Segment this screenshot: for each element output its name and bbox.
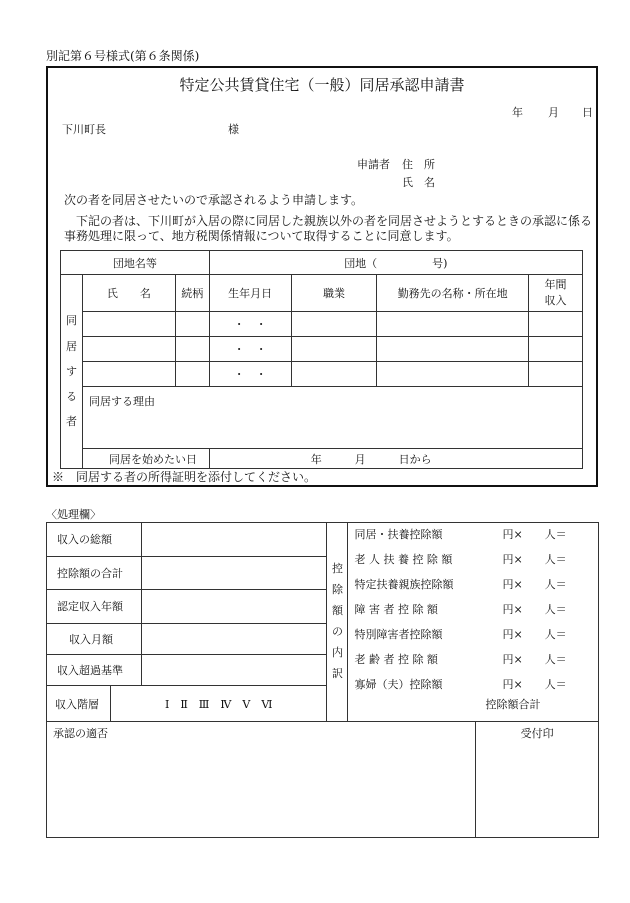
- deduction-formula[interactable]: 円× 人＝: [502, 578, 567, 591]
- income-rank-values[interactable]: Ⅰ Ⅱ Ⅲ Ⅳ Ⅴ Ⅵ: [110, 686, 327, 722]
- deduction-list: [348, 523, 599, 722]
- addressee-honorific: 様: [228, 123, 239, 136]
- consent-statement: 下記の者は、下川町が入居の際に同居した親族以外の者を同居させようとするときの承認に係る事務処理に限って、地方税関係情報について取得することに同意します。: [64, 214, 593, 243]
- deduction-total-label: 控除額合計: [485, 698, 541, 711]
- processing-section-label: 〈処理欄〉: [46, 508, 101, 521]
- table-row: [61, 362, 583, 387]
- income-cell[interactable]: [529, 312, 583, 337]
- name-label: 氏 名: [402, 176, 435, 189]
- deduction-formula[interactable]: 円× 人＝: [502, 603, 567, 616]
- processing-label-4: 収入超過基準: [47, 654, 142, 685]
- processing-label-1: 控除額の合計: [47, 556, 142, 590]
- processing-value-3[interactable]: [141, 623, 327, 654]
- processing-label-0: 収入の総額: [47, 523, 142, 557]
- table-row: [61, 312, 583, 337]
- income-certificate-note: ※ 同居する者の所得証明を添付してください。: [52, 470, 317, 484]
- request-statement: 次の者を同居させたいので承認されるよう申請します。: [64, 193, 364, 207]
- addressee: 下川町長: [62, 123, 106, 136]
- occupation-cell[interactable]: [291, 337, 377, 362]
- processing-value-4[interactable]: [141, 654, 327, 685]
- applicant-label: 申請者: [357, 158, 390, 171]
- name-cell[interactable]: [82, 337, 175, 362]
- approval-decision[interactable]: 承認の適否: [47, 722, 476, 838]
- deduction-breakdown-label: 控 除 額 の 内 訳: [327, 523, 348, 722]
- col-workplace-header: 勤務先の名称・所在地: [377, 275, 529, 312]
- form-number: 別記第６号様式(第６条関係): [46, 49, 200, 63]
- col-occupation-header: 職業: [291, 275, 377, 312]
- occupant-table: [60, 250, 583, 469]
- deduction-formula[interactable]: 円× 人＝: [502, 628, 567, 641]
- start-date-label: 同居を始めたい日: [82, 449, 209, 469]
- col-income-header: 年間収入: [529, 275, 583, 312]
- processing-label-2: 認定収入年額: [47, 590, 142, 624]
- date-day: 日: [582, 106, 593, 119]
- deduction-label: 特別障害者控除額: [354, 628, 443, 641]
- processing-value-0[interactable]: [141, 523, 327, 557]
- workplace-cell[interactable]: [377, 337, 529, 362]
- col-name-header: 氏 名: [82, 275, 175, 312]
- relation-cell[interactable]: [175, 362, 209, 387]
- address-label: 住 所: [402, 158, 435, 171]
- income-cell[interactable]: [529, 337, 583, 362]
- date-month: 月: [548, 106, 559, 119]
- deduction-label: 寡婦（夫）控除額: [354, 678, 443, 691]
- col-relation-header: 続柄: [175, 275, 209, 312]
- complex-name-label: 団地名等: [61, 251, 210, 275]
- workplace-cell[interactable]: [377, 312, 529, 337]
- workplace-cell[interactable]: [377, 362, 529, 387]
- complex-name-value: 団地（ 号): [209, 251, 582, 275]
- occupant-vertical-label: 同 居 す る 者: [61, 275, 83, 469]
- deduction-formula[interactable]: 円× 人＝: [502, 678, 567, 691]
- relation-cell[interactable]: [175, 337, 209, 362]
- table-row: [61, 337, 583, 362]
- page-title: 特定公共賃貸住宅（一般）同居承認申請書: [179, 76, 465, 94]
- processing-value-2[interactable]: [141, 590, 327, 624]
- deduction-label: 同居・扶養控除額: [354, 528, 443, 541]
- start-date-value[interactable]: 年 月 日から: [209, 449, 582, 469]
- income-rank-label: 収入階層: [47, 686, 111, 722]
- deduction-label: 老 人 扶 養 控 除 額: [354, 553, 453, 566]
- cohabitation-reason[interactable]: 同居する理由: [82, 387, 582, 449]
- deduction-label: 特定扶養親族控除額: [354, 578, 454, 591]
- deduction-formula[interactable]: 円× 人＝: [502, 553, 567, 566]
- name-cell[interactable]: [82, 312, 175, 337]
- reception-stamp[interactable]: 受付印: [476, 722, 599, 838]
- relation-cell[interactable]: [175, 312, 209, 337]
- occupation-cell[interactable]: [291, 362, 377, 387]
- birthdate-cell[interactable]: ・ ・: [209, 337, 291, 362]
- deduction-label: 老 齢 者 控 除 額: [354, 653, 438, 666]
- birthdate-cell[interactable]: ・ ・: [209, 312, 291, 337]
- processing-label-3: 収入月額: [47, 623, 142, 654]
- occupation-cell[interactable]: [291, 312, 377, 337]
- birthdate-cell[interactable]: ・ ・: [209, 362, 291, 387]
- income-cell[interactable]: [529, 362, 583, 387]
- deduction-formula[interactable]: 円× 人＝: [502, 653, 567, 666]
- deduction-label: 障 害 者 控 除 額: [354, 603, 438, 616]
- date-year: 年: [512, 106, 523, 119]
- processing-value-1[interactable]: [141, 556, 327, 590]
- processing-table: [46, 522, 599, 838]
- col-birthdate-header: 生年月日: [209, 275, 291, 312]
- name-cell[interactable]: [82, 362, 175, 387]
- deduction-formula[interactable]: 円× 人＝: [502, 528, 567, 541]
